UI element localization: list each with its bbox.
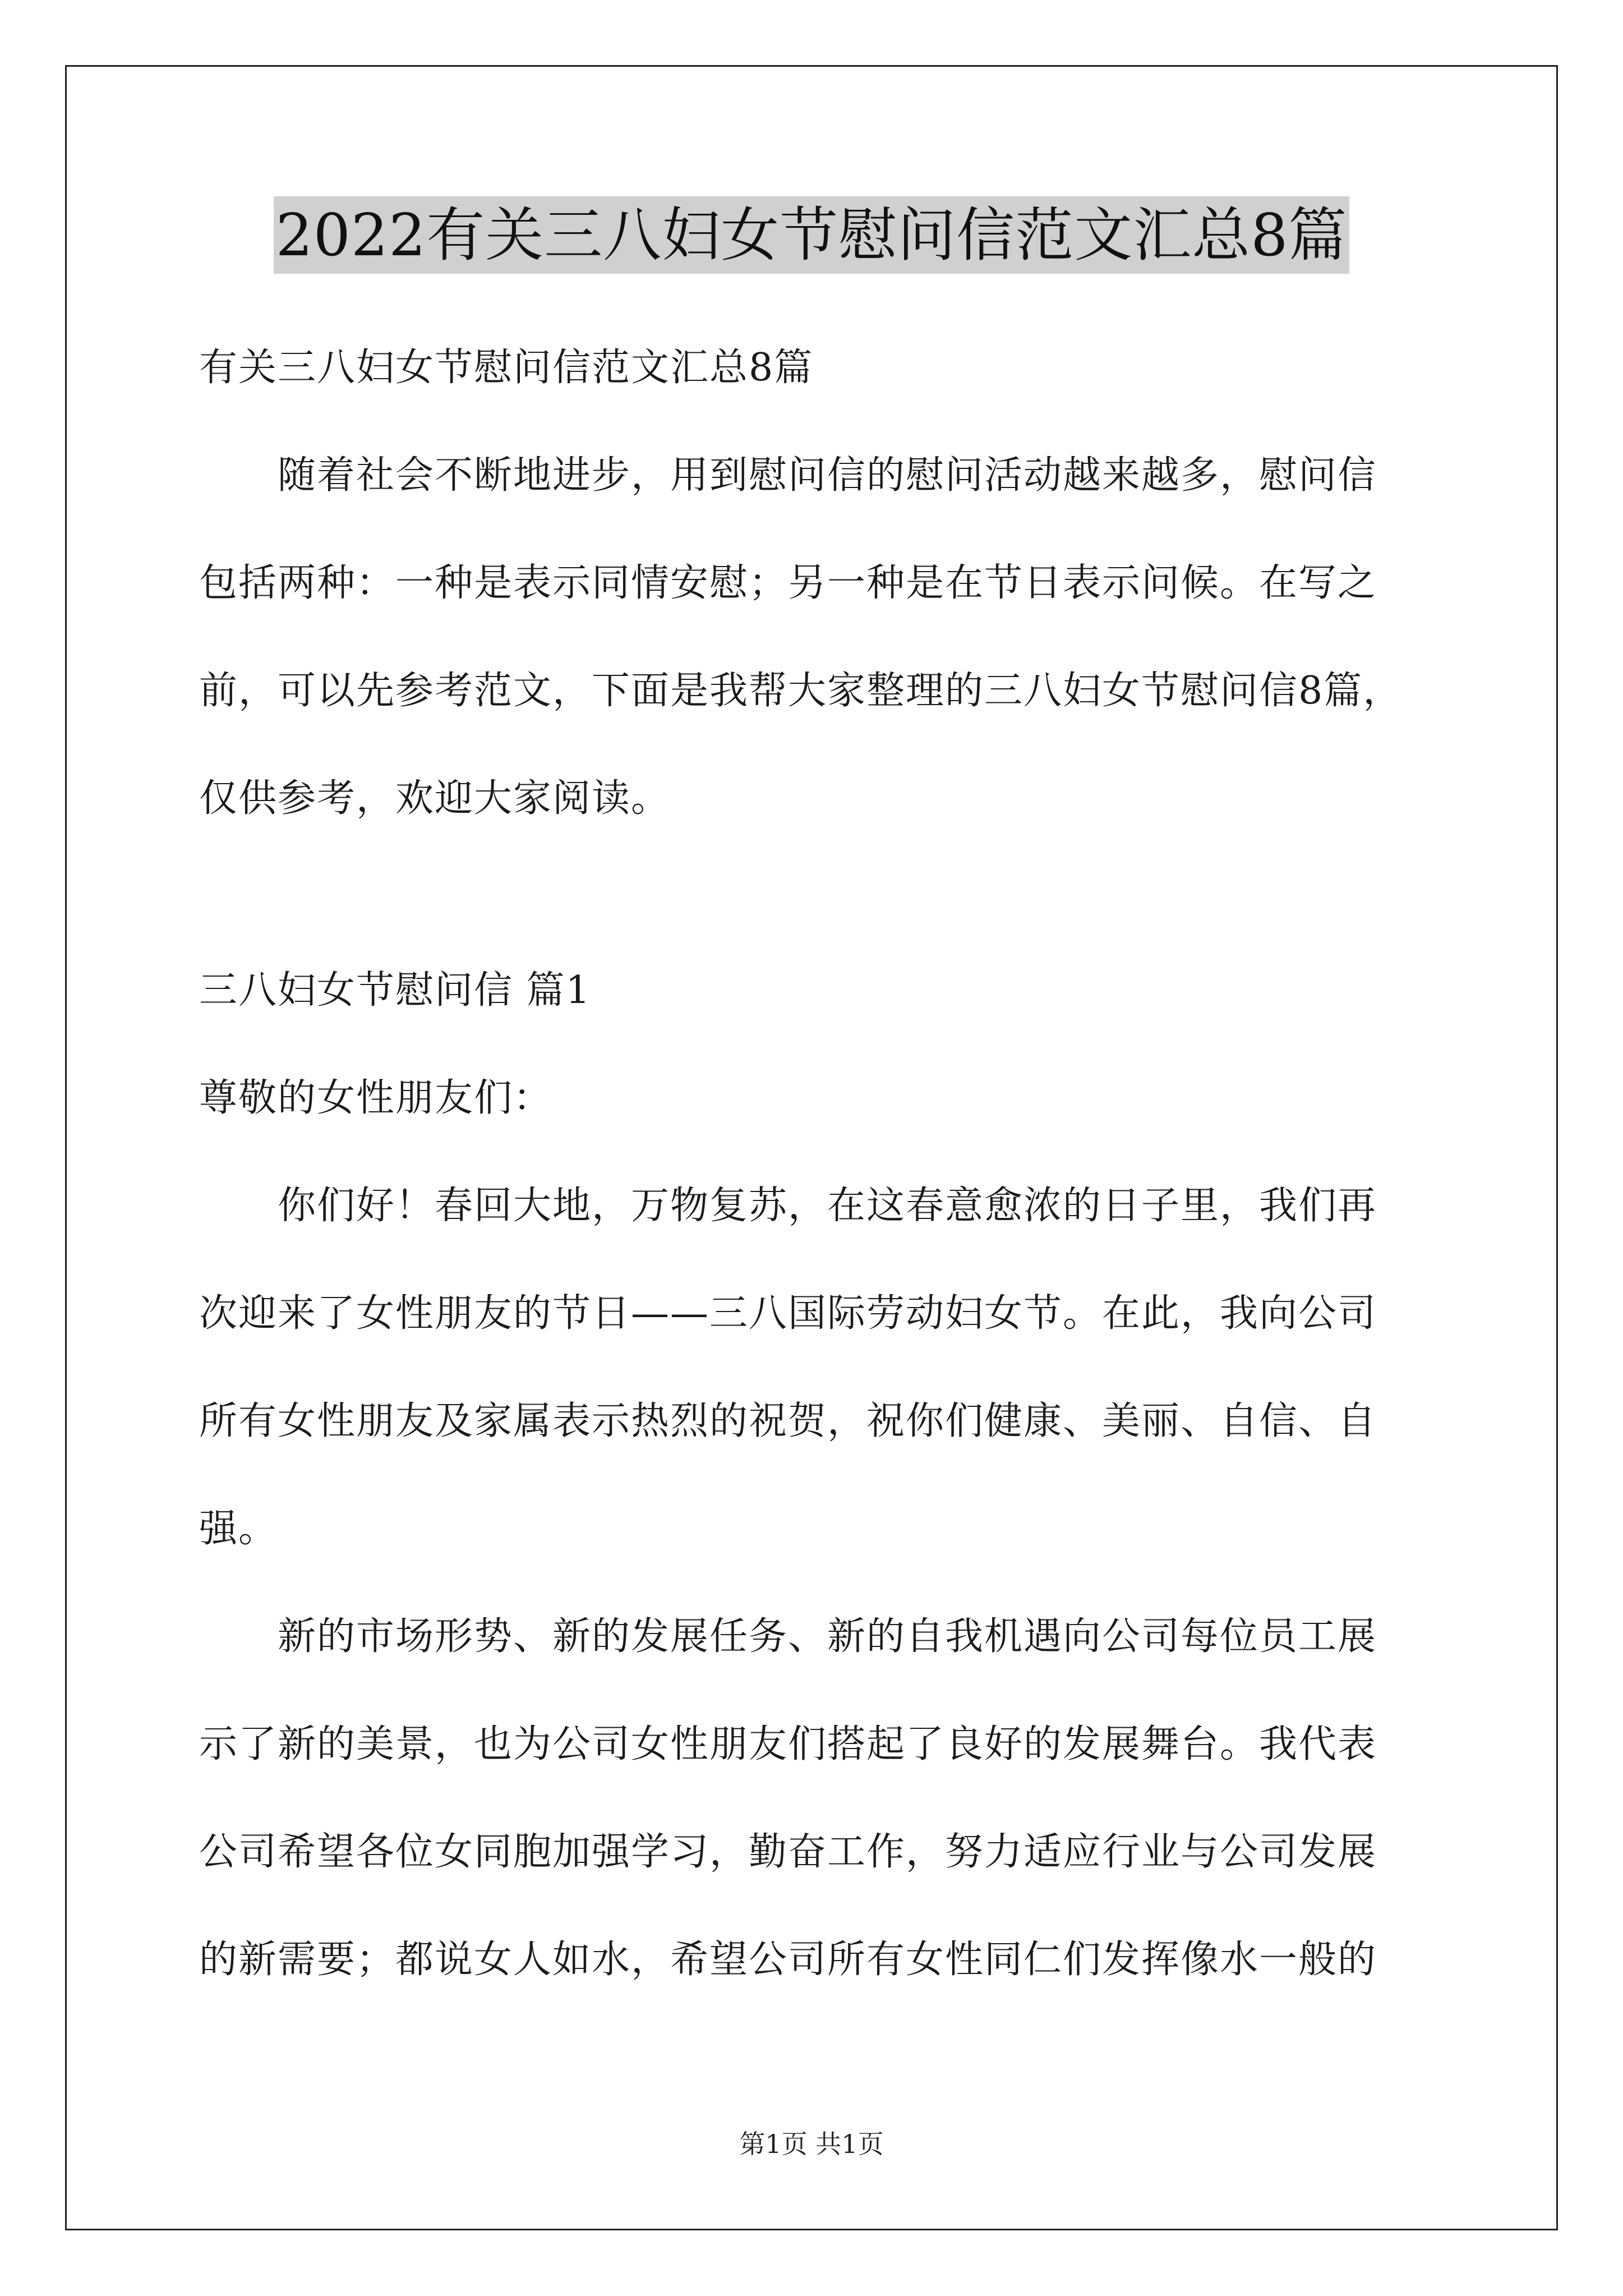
page-footer: 第1页 共1页	[739, 2129, 884, 2159]
intro-line: 前，可以先参考范文，下面是我帮大家整理的三八妇女节慰问信8篇，	[199, 669, 1403, 713]
intro-line: 仅供参考，欢迎大家阅读。	[199, 776, 671, 821]
section-heading: 三八妇女节慰问信 篇1	[199, 968, 591, 1013]
document-subtitle: 有关三八妇女节慰问信范文汇总8篇	[199, 346, 814, 390]
title-container	[0, 196, 1623, 274]
paragraph-line: 次迎来了女性朋友的节日——三八国际劳动妇女节。在此，我向公司	[199, 1291, 1377, 1336]
paragraph-line: 所有女性朋友及家属表示热烈的祝贺，祝你们健康、美丽、自信、自	[199, 1399, 1377, 1443]
intro-line: 包括两种：一种是表示同情安慰；另一种是在节日表示问候。在写之	[199, 561, 1377, 605]
document-title: 2022有关三八妇女节慰问信范文汇总8篇	[274, 196, 1350, 274]
paragraph-line: 你们好！春回大地，万物复苏，在这春意愈浓的日子里，我们再	[278, 1184, 1377, 1228]
document-body	[199, 314, 1433, 2014]
paragraph-line: 强。	[199, 1507, 278, 1551]
paragraph-line: 新的市场形势、新的发展任务、新的自我机遇向公司每位员工展	[278, 1614, 1377, 1659]
salutation: 尊敬的女性朋友们：	[199, 1076, 553, 1120]
intro-line: 随着社会不断地进步，用到慰问信的慰问活动越来越多，慰问信	[278, 453, 1377, 498]
paragraph-line: 示了新的美景，也为公司女性朋友们搭起了良好的发展舞台。我代表	[199, 1722, 1377, 1766]
section-gap	[199, 853, 1433, 937]
paragraph-line: 公司希望各位女同胞加强学习，勤奋工作，努力适应行业与公司发展	[199, 1830, 1377, 1874]
paragraph-line: 的新需要；都说女人如水，希望公司所有女性同仁们发挥像水一般的	[199, 1938, 1377, 1982]
